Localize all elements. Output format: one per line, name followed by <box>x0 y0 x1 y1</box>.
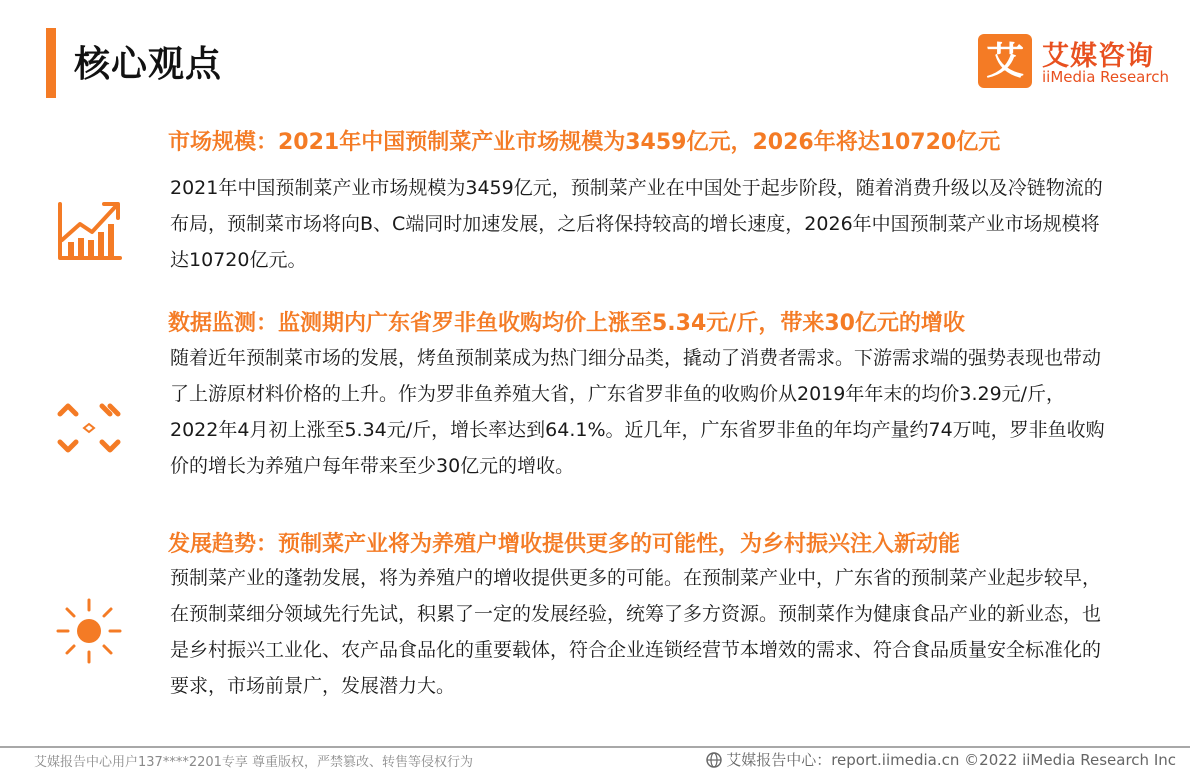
footer-copyright-notice: 艾媒报告中心用户137****2201专享 尊重版权，严禁篡改、转售等侵权行为 <box>34 755 474 770</box>
globe-icon <box>706 752 722 772</box>
footer-source-text: 艾媒报告中心：report.iimedia.cn ©2022 iiMedia Research Inc <box>726 751 1176 769</box>
section-heading: 数据监测：监测期内广东省罗非鱼收购均价上涨至5.34元/斤，带来30亿元的增收 <box>168 311 965 336</box>
logo-mark: 艾 <box>978 34 1032 88</box>
section-body: 随着近年预制菜市场的发展，烤鱼预制菜成为热门细分品类，撬动了消费者需求。下游需求端的强势表现也带动了上游原材料价格的上升。作为罗非鱼养殖大省，广东省罗非鱼的收购价从2019年年末的均价3.29元/斤，2022年4月初上涨至5.34元/斤，增长率达到64.1%。近几年，广东省罗非鱼的年均产量约74万吨，罗非鱼收购价的增长为养殖户每年带来至少30亿元的增收。 <box>170 347 1105 477</box>
iimedia-logo <box>978 34 1168 90</box>
focus-arrows-icon <box>54 394 124 464</box>
section-heading: 市场规模：2021年中国预制菜产业市场规模为3459亿元，2026年将达10720亿元 <box>168 130 1001 155</box>
title-accent-bar <box>46 28 56 98</box>
section-body: 预制菜产业的蓬勃发展，将为养殖户的增收提供更多的可能。在预制菜产业中，广东省的预制菜产业起步较早，在预制菜细分领域先行先试，积累了一定的发展经验，统筹了多方资源。预制菜作为健康食品产业的新业态，也是乡村振兴工业化、农产品食品化的重要载体，符合企业连锁经营节本增效的需求、符合食品质量安全标准化的要求，市场前景广，发展潜力大。 <box>170 567 1102 697</box>
growth-chart-icon <box>54 194 124 264</box>
section-heading: 发展趋势：预制菜产业将为养殖户增收提供更多的可能性，为乡村振兴注入新动能 <box>168 532 961 557</box>
logo-text-cn: 艾媒咨询 <box>1042 41 1154 72</box>
footer-divider <box>0 746 1190 748</box>
page-title: 核心观点 <box>74 44 223 85</box>
logo-text-en: iiMedia Research <box>1042 68 1169 86</box>
section-body: 2021年中国预制菜产业市场规模为3459亿元，预制菜产业在中国处于起步阶段，随着消费升级以及冷链物流的布局，预制菜市场将向B、C端同时加速发展，之后将保持较高的增长速度，2026年中国预制菜产业市场规模将达10720亿元。 <box>170 177 1103 271</box>
footer-source <box>706 749 1176 772</box>
sun-icon <box>54 596 124 666</box>
